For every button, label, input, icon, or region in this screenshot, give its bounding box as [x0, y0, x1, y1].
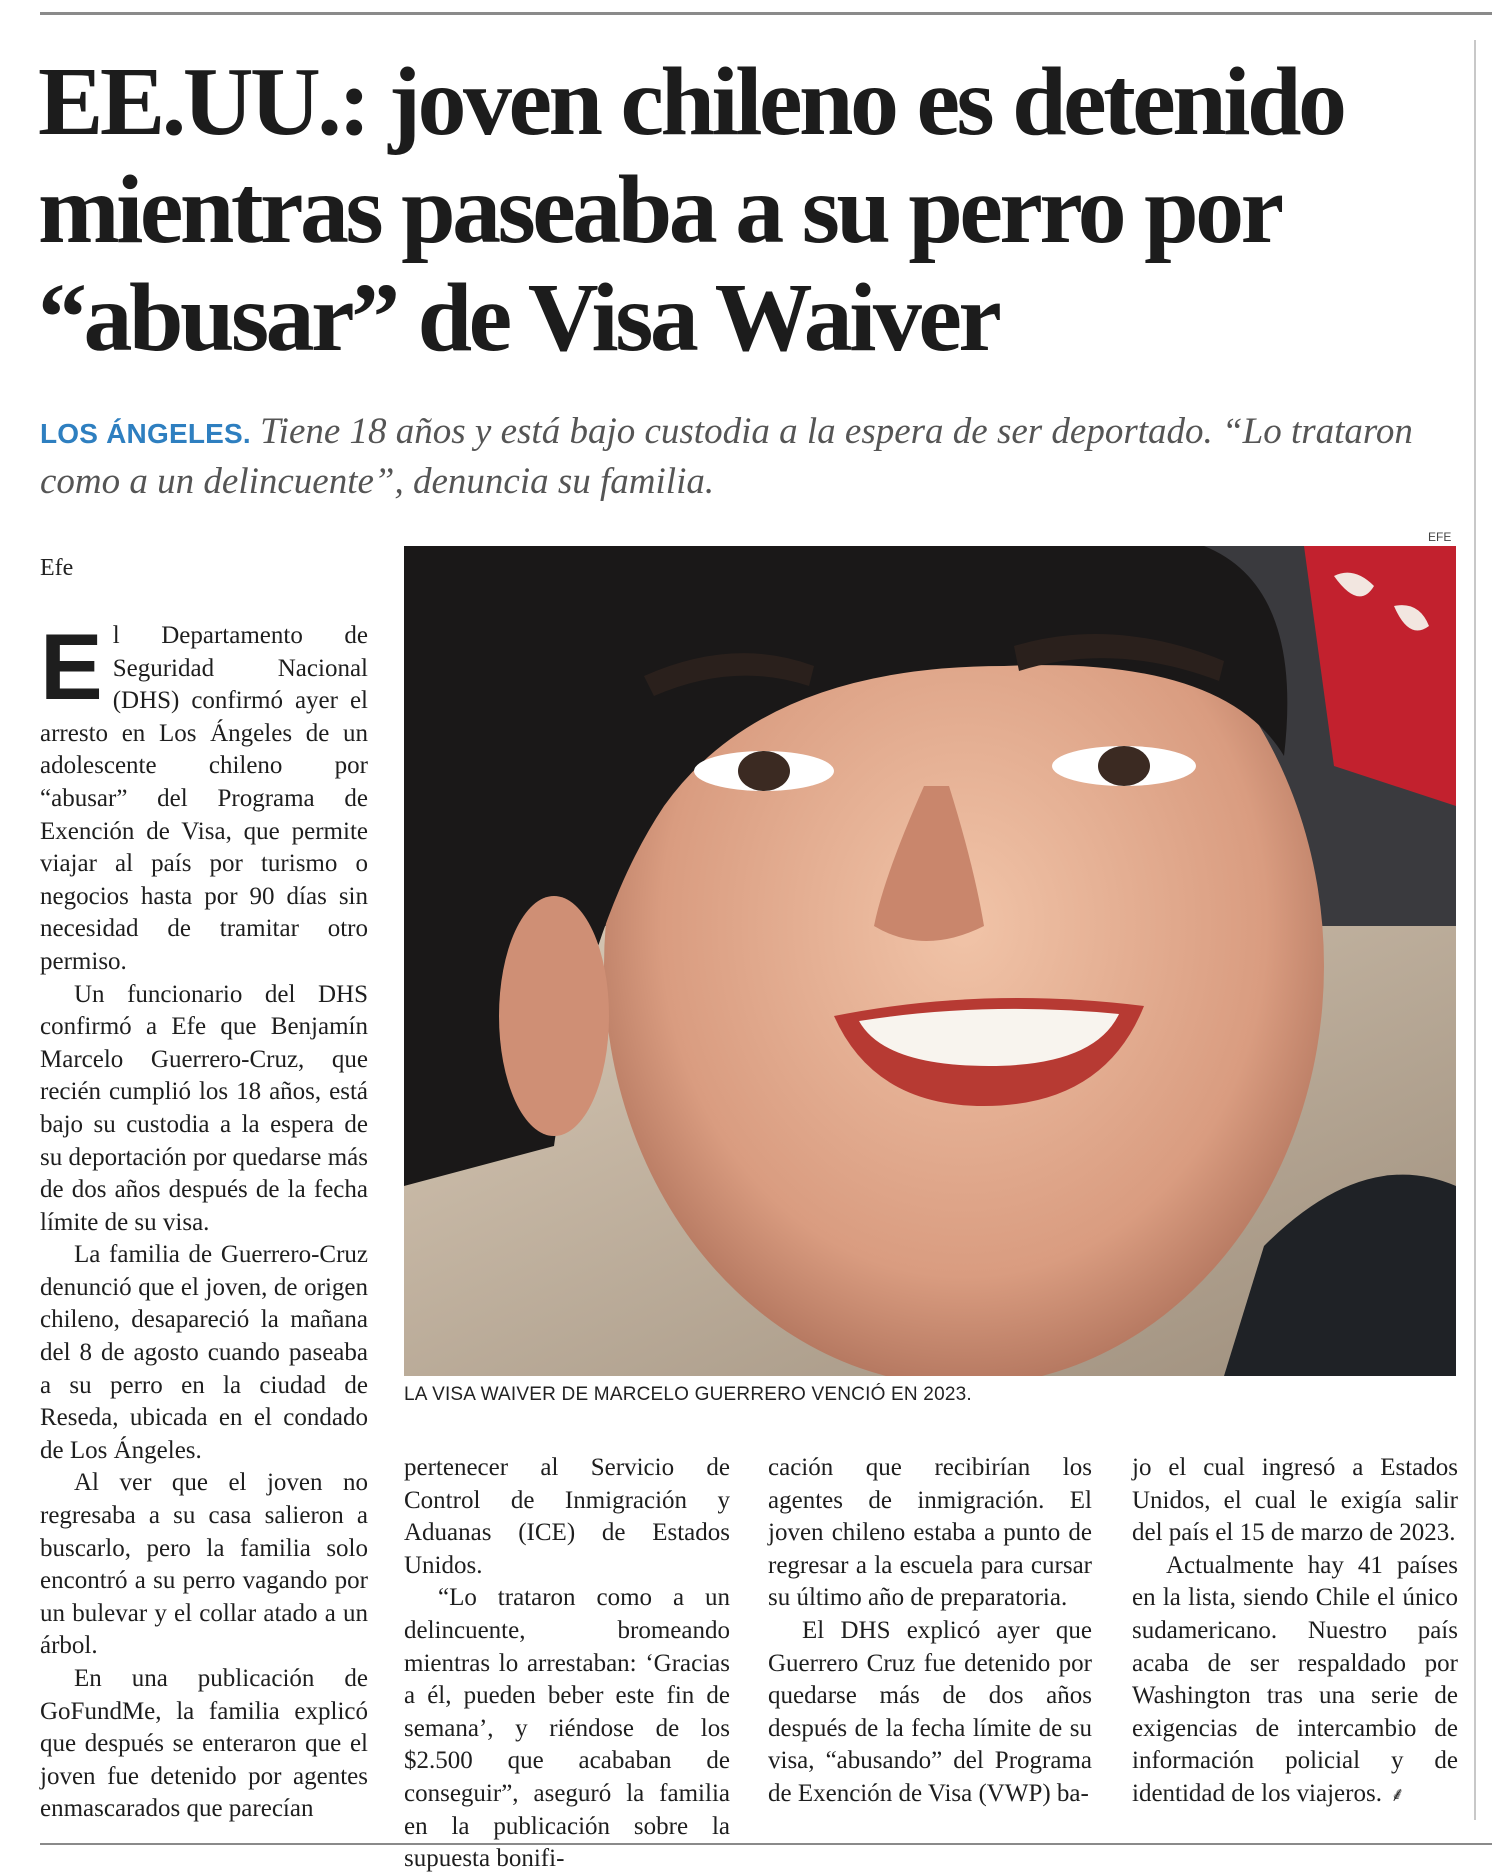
- body-column-1: [40, 614, 368, 1826]
- paragraph: En una publicación de GoFundMe, la familia explicó que después se enteraron que el joven fue detenido por agentes enmascarados que parecían: [40, 1665, 368, 1823]
- paragraph: “Lo trataron como a un delincuente, bromeando mientras lo arrestaban: ‘Gracias a él, pueden beber este fin de semana’, y riéndose de los $2.500 que acababan de conseguir”, aseguró la familia en la publicación sobre la supuesta bonifi-: [404, 1584, 730, 1873]
- paragraph-text: l Departamento de Seguridad Nacional (DHS) confirmó ayer el arresto en Los Ángeles de un adolescente chileno por “abusar” del Programa de Exención de Visa, que permite viajar al país por turismo o negocios hasta por 90 días sin necesidad de tramitar otro permiso.: [40, 622, 368, 975]
- body-column-4: [1132, 1452, 1458, 1811]
- top-rule: [40, 12, 1492, 15]
- headline: EE.UU.: joven chileno es detenido mientras paseaba a su perro por “abusar” de Visa Waiver: [38, 48, 1344, 372]
- column-divider: [1474, 40, 1476, 1820]
- deck-text: Tiene 18 años y está bajo custodia a la espera de ser deportado. “Lo trataron como a un delincuente”, denuncia su familia.: [40, 411, 1413, 502]
- body-column-2: [404, 1452, 730, 1876]
- paragraph: La familia de Guerrero-Cruz denunció que el joven, de origen chileno, desapareció la mañana del 8 de agosto cuando paseaba a su perro en la ciudad de Reseda, ubicada en el condado de Los Ángeles.: [40, 1241, 368, 1464]
- paragraph: Al ver que el joven no regresaba a su casa salieron a buscarlo, pero la familia solo encontró a su perro vagando por un bulevar y el collar atado a un árbol.: [40, 1469, 368, 1660]
- bottom-rule: [40, 1843, 1492, 1845]
- dateline: LOS ÁNGELES.: [40, 418, 251, 449]
- paragraph: El DHS explicó ayer que Guerrero Cruz fue detenido por quedarse más de dos años después de la fecha límite de su visa, “abusando” del Programa de Exención de Visa (VWP) ba-: [768, 1616, 1092, 1807]
- paragraph: jo el cual ingresó a Estados Unidos, el cual le exigía salir del país el 15 de marzo de 2023.: [1132, 1454, 1458, 1547]
- deck: [40, 408, 1450, 506]
- photo-caption: LA VISA WAIVER DE MARCELO GUERRERO VENCIÓ EN 2023.: [404, 1384, 972, 1405]
- drop-cap: E: [40, 614, 103, 719]
- paragraph-text: Actualmente hay 41 países en la lista, siendo Chile el único sudamericano. Nuestro país acaba de ser respaldado por Washington tras una serie de exigencias de intercambio de información policial y de identidad de los viajeros.: [1132, 1551, 1458, 1807]
- photo-credit: EFE: [1428, 530, 1452, 544]
- byline: Efe: [40, 555, 74, 581]
- paragraph: Un funcionario del DHS confirmó a Efe que Benjamín Marcelo Guerrero-Cruz, que recién cumplió los 18 años, está bajo su custodia a la espera de su deportación por quedarse más de dos años después de la fecha límite de su visa.: [40, 980, 368, 1236]
- body-column-3: [768, 1452, 1092, 1811]
- paragraph: cación que recibirían los agentes de inmigración. El joven chileno estaba a punto de regresar a la escuela para cursar su último año de preparatoria.: [768, 1454, 1092, 1612]
- article-photo: [404, 546, 1456, 1376]
- end-mark-icon: ⸙: [1389, 1781, 1405, 1806]
- portrait-illustration: [404, 546, 1456, 1376]
- paragraph-final: [1132, 1550, 1458, 1811]
- paragraph-lead: [40, 614, 368, 979]
- paragraph: pertenecer al Servicio de Control de Inmigración y Aduanas (ICE) de Estados Unidos.: [404, 1454, 730, 1579]
